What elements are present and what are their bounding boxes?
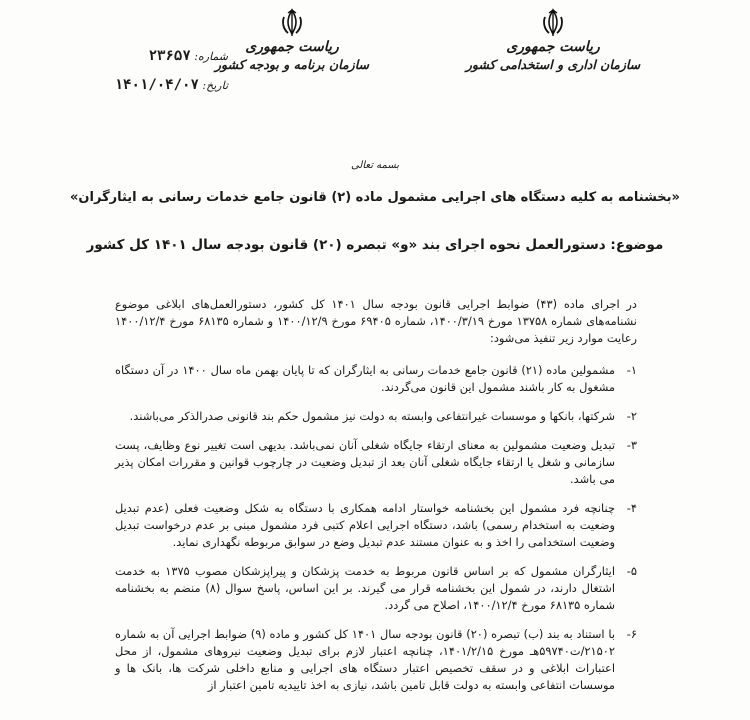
list-item [115,437,637,488]
items-list [115,362,637,694]
basmala: بسمه تعالی [350,160,400,171]
letter-number: ۲۳۶۵۷ [148,48,191,64]
list-item [115,408,637,425]
right-org-line1: ریاست جمهوری [506,39,600,55]
item-text: با استناد به بند (ب) تبصره (۲۰) قانون بودجه سال ۱۴۰۱ کل کشور و ماده (۹) ضوابط اجرایی آن به شماره ۲۱۵۰۲/ت۵۹۷۴۰هـ مورخ ۱۴۰۱/۲/۱۵، چنانچه اعتبار لازم برای تبدیل وضعیت نیروهای مشمول، از محل اعتبارات ابلاغی و در سقف تخصیص اعتبار دستگاه های اجرایی و منابع داخلی شرکت ها، بانک ها و موسسات انتفاعی وابسته به دولت قابل تامین باشد، نیازی به اخذ تاییدیه تامین اعتبار از [115,627,615,692]
item-number: ۲- [626,409,637,423]
letter-date: ۱۴۰۱/۰۴/۰۷ [114,77,199,93]
right-org-line2: سازمان اداری و استخدامی کشور [465,57,641,72]
item-number: ۴- [626,501,637,515]
item-number: ۱- [626,363,637,377]
item-number: ۵- [626,564,637,578]
list-item [115,500,637,551]
item-number: ۶- [626,627,637,641]
item-text: ایثارگران مشمول که بر اساس قانون مربوط به خدمت پزشکان و پیراپزشکان مصوب ۱۳۷۵ به خدمت اشتغال دارند، در شمول این بخشنامه قرار می گیرند. بر این اساس، پاسخ سوال (۸) منضم به بخشنامه شماره ۶۸۱۳۵ مورخ ۱۴۰۰/۱۲/۴، اصلاح می گردد. [115,564,616,612]
number-label: شماره: [194,50,228,63]
header-middle-org [212,8,372,74]
item-text: چنانچه فرد مشمول این بخشنامه خواستار ادامه همکاری با دستگاه به شکل وضعیت فعلی (عدم تبدیل وضعیت به استخدام رسمی) باشد، دستگاه اجرایی اعلام کتبی فرد مشمول مبنی بر عدم درخواست تبدیل وضعیت استخدامی را اخذ و به عنوان مستند عدم تبدیل وضع در سوابق مربوطه نگهداری نماید. [115,501,615,549]
item-text: تبدیل وضعیت مشمولین به معنای ارتقاء جایگاه شغلی آنان نمی‌باشد. بدیهی است تغییر نوع وظایف، پست سازمانی و شغل یا ارتقاء جایگاه شغلی آنان بعد از تبدیل وضعیت در چارچوب قوانین و مقررات امکان پذیر می باشد. [115,438,615,486]
letter-meta [88,42,228,100]
list-item [115,563,637,614]
date-label: تاریخ: [202,79,228,92]
letter-number-row [88,42,228,71]
iran-emblem-icon [279,8,305,38]
item-text: شرکتها، بانکها و موسسات غیرانتفاعی وابسته به دولت نیز مشمول حکم بند قانونی صدرالذکر می‌باشند. [129,409,615,423]
list-item [115,626,637,694]
header-right-org [458,8,648,74]
intro-paragraph: در اجرای ماده (۴۳) ضوابط اجرایی قانون بودجه سال ۱۴۰۱ کل کشور، دستورالعمل‌های ابلاغی موضوع نشنامه‌های شماره ۱۳۷۵۸ مورخ ۱۴۰۰/۳/۱۹، شماره ۶۹۴۰۵ مورخ ۱۴۰۰/۱۲/۹ و شماره ۶۸۱۳۵ مورخ ۱۴۰۰/۱۲/۴ رعایت موارد زیر تنفیذ می‌شود: [115,297,637,345]
letter-subject: موضوع: دستورالعمل نحوه اجرای بند «و» تبصره (۲۰) قانون بودجه سال ۱۴۰۱ کل کشور [86,237,664,253]
letter-body [115,296,637,706]
list-item [115,362,637,396]
item-text: مشمولین ماده (۲۱) قانون جامع خدمات رسانی به ایثارگران که تا پایان بهمن ماه سال ۱۴۰۰ در آن دستگاه مشغول به کار باشند مشمول این قانون می‌گردند. [115,363,616,394]
item-number: ۳- [626,438,637,452]
iran-emblem-icon [540,8,566,38]
middle-org-line2: سازمان برنامه و بودجه کشور [214,57,370,72]
middle-org-line1: ریاست جمهوری [245,39,339,55]
letter-title: «بخشنامه به کلیه دستگاه های اجرایی مشمول ماده (۲) قانون جامع خدمات رسانی به ایثارگران» [70,190,680,205]
letter-date-row [88,71,228,100]
